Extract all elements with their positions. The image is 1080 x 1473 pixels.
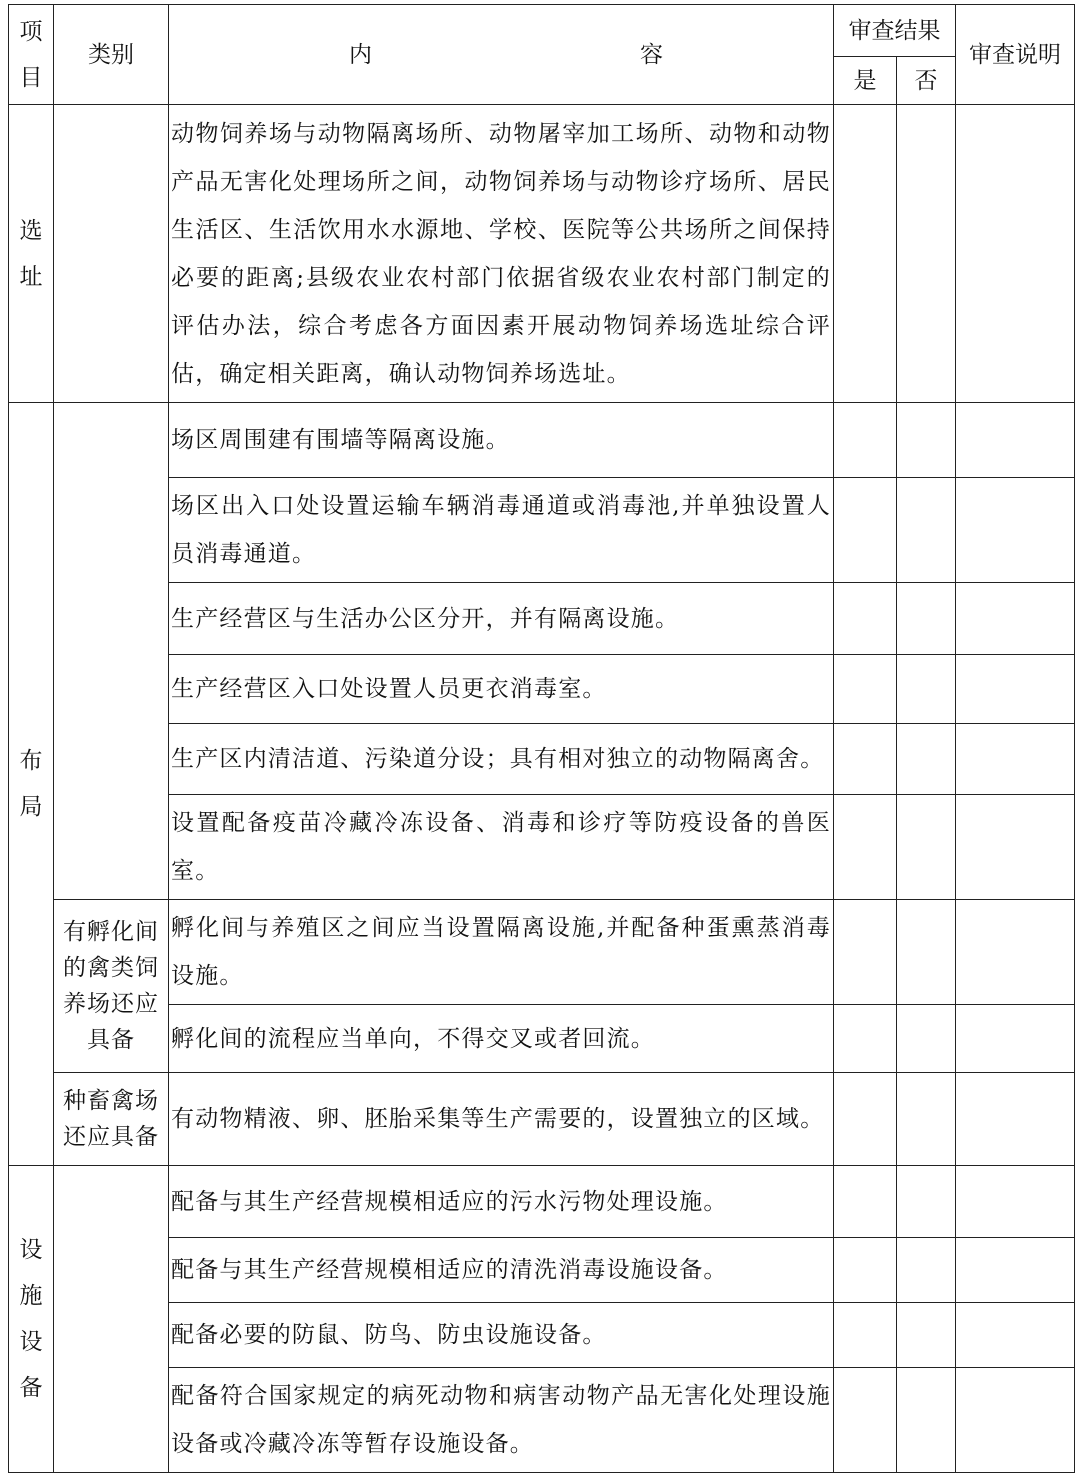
item-char: 设: [19, 1329, 43, 1355]
notes-cell[interactable]: [956, 1005, 1075, 1073]
item-char: 备: [19, 1375, 43, 1401]
table-row: [9, 1368, 1075, 1473]
no-checkbox-cell[interactable]: [897, 655, 956, 724]
header-no: 否: [897, 57, 956, 105]
header-item-char: 目: [19, 64, 43, 91]
category-cell: [54, 403, 169, 900]
content-cell: 生产经营区入口处设置人员更衣消毒室。: [169, 655, 834, 724]
table-row: [9, 105, 1075, 403]
yes-checkbox-cell[interactable]: [834, 403, 897, 478]
review-table: [8, 4, 1075, 1473]
header-notes: 审查说明: [956, 5, 1075, 105]
review-form: [8, 4, 1074, 1473]
no-checkbox-cell[interactable]: [897, 795, 956, 900]
header-result: 审查结果: [834, 5, 956, 57]
content-cell: 场区周围建有围墙等隔离设施。: [169, 403, 834, 478]
no-checkbox-cell[interactable]: [897, 1238, 956, 1303]
category-cell: [54, 105, 169, 403]
header-row-1: [9, 5, 1075, 57]
no-checkbox-cell[interactable]: [897, 1073, 956, 1166]
notes-cell[interactable]: [956, 795, 1075, 900]
content-cell: 生产经营区与生活办公区分开，并有隔离设施。: [169, 583, 834, 655]
notes-cell[interactable]: [956, 655, 1075, 724]
item-char: 局: [19, 794, 43, 820]
yes-checkbox-cell[interactable]: [834, 1303, 897, 1368]
yes-checkbox-cell[interactable]: [834, 1238, 897, 1303]
notes-cell[interactable]: [956, 478, 1075, 583]
header-category: 类别: [54, 5, 169, 105]
no-checkbox-cell[interactable]: [897, 478, 956, 583]
no-checkbox-cell[interactable]: [897, 1303, 956, 1368]
content-cell: 配备与其生产经营规模相适应的污水污物处理设施。: [169, 1166, 834, 1238]
content-cell: 有动物精液、卵、胚胎采集等生产需要的，设置独立的区域。: [169, 1073, 834, 1166]
no-checkbox-cell[interactable]: [897, 900, 956, 1005]
yes-checkbox-cell[interactable]: [834, 900, 897, 1005]
header-item: [9, 5, 54, 105]
no-checkbox-cell[interactable]: [897, 105, 956, 403]
yes-checkbox-cell[interactable]: [834, 1166, 897, 1238]
content-cell: 孵化间与养殖区之间应当设置隔离设施,并配备种蛋熏蒸消毒设施。: [169, 900, 834, 1005]
table-row: [9, 1238, 1075, 1303]
no-checkbox-cell[interactable]: [897, 403, 956, 478]
category-hatchery: 有孵化间的禽类饲养场还应具备: [54, 900, 169, 1073]
notes-cell[interactable]: [956, 1073, 1075, 1166]
notes-cell[interactable]: [956, 403, 1075, 478]
table-row: [9, 1073, 1075, 1166]
no-checkbox-cell[interactable]: [897, 1005, 956, 1073]
notes-cell[interactable]: [956, 900, 1075, 1005]
content-cell: 设置配备疫苗冷藏冷冻设备、消毒和诊疗等防疫设备的兽医室。: [169, 795, 834, 900]
table-row: [9, 900, 1075, 1005]
no-checkbox-cell[interactable]: [897, 583, 956, 655]
table-row: [9, 1303, 1075, 1368]
notes-cell[interactable]: [956, 583, 1075, 655]
item-char: 设: [19, 1237, 43, 1263]
item-facilities: [9, 1166, 54, 1473]
table-row: [9, 1166, 1075, 1238]
table-row: [9, 795, 1075, 900]
content-cell: 孵化间的流程应当单向，不得交叉或者回流。: [169, 1005, 834, 1073]
notes-cell[interactable]: [956, 1238, 1075, 1303]
no-checkbox-cell[interactable]: [897, 724, 956, 795]
header-content: [169, 5, 834, 105]
content-cell: 配备必要的防鼠、防鸟、防虫设施设备。: [169, 1303, 834, 1368]
yes-checkbox-cell[interactable]: [834, 478, 897, 583]
table-row: [9, 1005, 1075, 1073]
table-row: [9, 724, 1075, 795]
header-yes: 是: [834, 57, 897, 105]
content-cell: 生产区内清洁道、污染道分设；具有相对独立的动物隔离舍。: [169, 724, 834, 795]
yes-checkbox-cell[interactable]: [834, 1005, 897, 1073]
table-row: [9, 478, 1075, 583]
yes-checkbox-cell[interactable]: [834, 583, 897, 655]
category-cell: [54, 1166, 169, 1473]
table-row: [9, 583, 1075, 655]
content-cell: 配备符合国家规定的病死动物和病害动物产品无害化处理设施设备或冷藏冷冻等暂存设施设备。: [169, 1368, 834, 1473]
notes-cell[interactable]: [956, 1368, 1075, 1473]
yes-checkbox-cell[interactable]: [834, 1368, 897, 1473]
notes-cell[interactable]: [956, 1303, 1075, 1368]
no-checkbox-cell[interactable]: [897, 1368, 956, 1473]
table-row: [9, 655, 1075, 724]
content-cell: 配备与其生产经营规模相适应的清洗消毒设施设备。: [169, 1238, 834, 1303]
item-char: 布: [19, 748, 43, 774]
item-char: 施: [19, 1283, 43, 1309]
table-row: [9, 403, 1075, 478]
item-char: 址: [19, 263, 43, 290]
item-site: [9, 105, 54, 403]
notes-cell[interactable]: [956, 105, 1075, 403]
header-content-left: 内: [349, 41, 372, 68]
header-content-right: 容: [640, 41, 663, 68]
notes-cell[interactable]: [956, 1166, 1075, 1238]
item-char: 选: [19, 217, 43, 244]
content-cell: 动物饲养场与动物隔离场所、动物屠宰加工场所、动物和动物产品无害化处理场所之间，动物饲养场与动物诊疗场所、居民生活区、生活饮用水水源地、学校、医院等公共场所之间保持必要的距离;县级农业农村部门依据省级农业农村部门制定的评估办法，综合考虑各方面因素开展动物饲养场选址综合评估，确定相关距离，确认动物饲养场选址。: [169, 105, 834, 403]
yes-checkbox-cell[interactable]: [834, 795, 897, 900]
yes-checkbox-cell[interactable]: [834, 724, 897, 795]
category-breeding: 种畜禽场还应具备: [54, 1073, 169, 1166]
yes-checkbox-cell[interactable]: [834, 655, 897, 724]
yes-checkbox-cell[interactable]: [834, 1073, 897, 1166]
notes-cell[interactable]: [956, 724, 1075, 795]
header-item-char: 项: [19, 18, 43, 45]
item-layout: [9, 403, 54, 1166]
no-checkbox-cell[interactable]: [897, 1166, 956, 1238]
content-cell: 场区出入口处设置运输车辆消毒通道或消毒池,并单独设置人员消毒通道。: [169, 478, 834, 583]
yes-checkbox-cell[interactable]: [834, 105, 897, 403]
